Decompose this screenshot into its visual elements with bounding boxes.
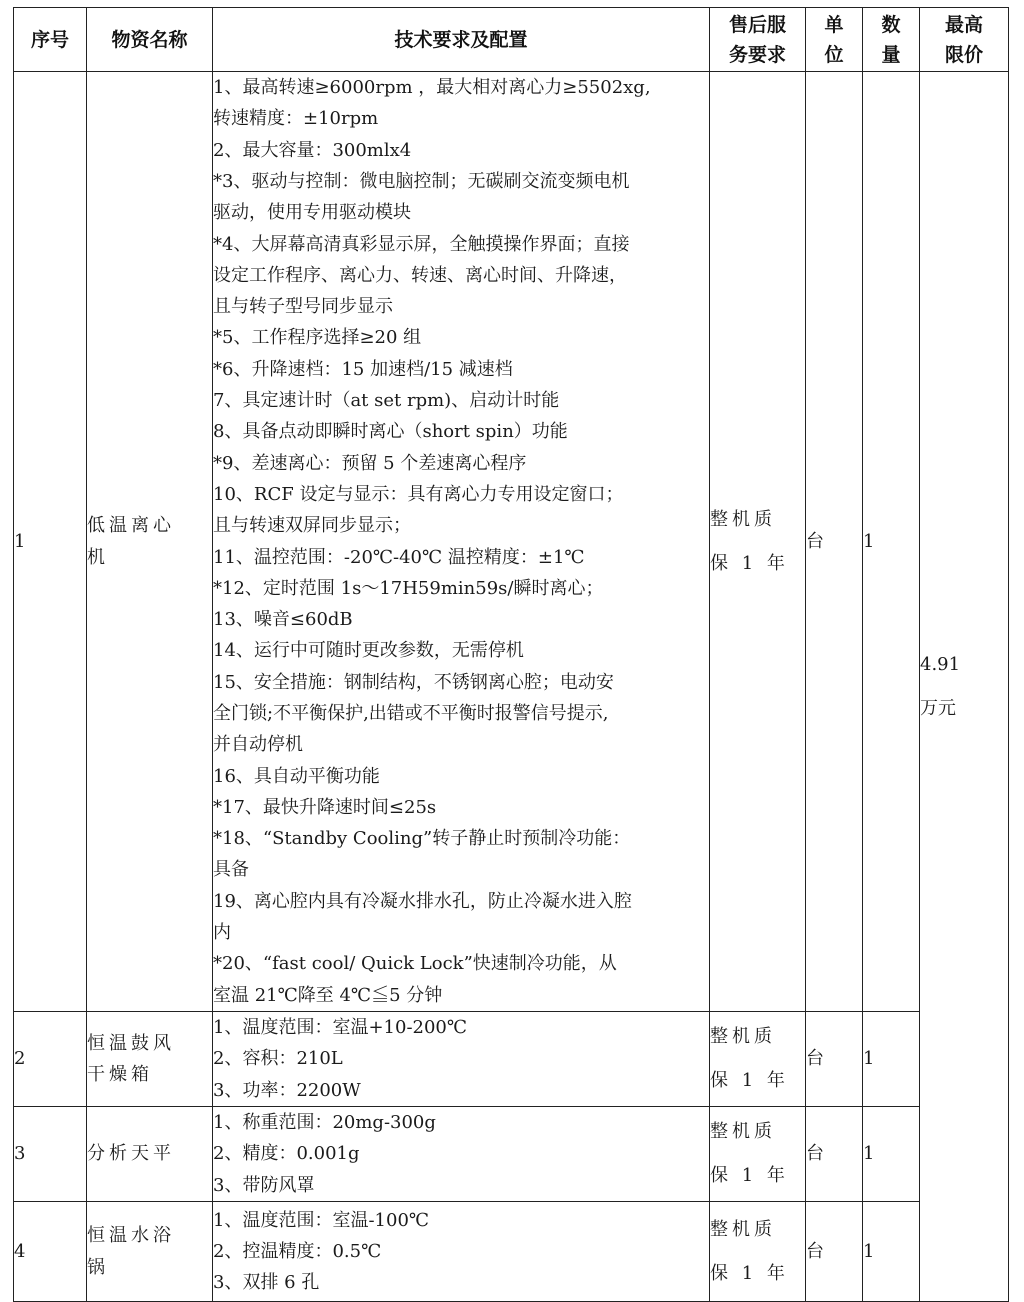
spec-line: 1、称重范围：20mg-300g (213, 1112, 436, 1134)
spec-line: *3、驱动与控制：微电脑控制；无碳刷交流变频电机 (213, 170, 630, 192)
item-name (87, 1107, 213, 1202)
item-name-line1: 低温离心 (87, 515, 175, 537)
header-unit-line1: 单 (824, 13, 844, 36)
row-index: 3 (14, 1107, 87, 1202)
spec-table (13, 7, 1009, 1302)
spec-line: 16、具自动平衡功能 (213, 765, 380, 787)
service-line1: 整机质 (710, 1026, 776, 1047)
spec-line: *4、大屏幕高清真彩显示屏，全触摸操作界面；直接 (213, 233, 630, 255)
spec-line: 设定工作程序、离心力、转速、离心时间、升降速， (213, 264, 627, 286)
spec-line: 且与转速双屏同步显示； (213, 515, 411, 537)
service-requirement (710, 1012, 806, 1107)
quantity-cell: 1 (863, 72, 920, 1012)
service-requirement (710, 72, 806, 1012)
header-qty-line1: 数 (881, 13, 901, 36)
tech-spec (213, 1202, 710, 1302)
quantity-cell: 1 (863, 1012, 920, 1107)
spec-line: *5、工作程序选择≥20 组 (213, 327, 422, 349)
service-line1: 整机质 (710, 1218, 776, 1240)
tech-spec (213, 1107, 710, 1202)
item-name-line2: 干燥箱 (87, 1064, 153, 1085)
spec-line: 3、带防风罩 (213, 1174, 315, 1196)
spec-line: 2、容积：210L (213, 1048, 343, 1070)
spec-line: 内 (213, 922, 231, 944)
spec-line: *12、定时范围 1s～17H59min59s/瞬时离心； (213, 577, 604, 599)
header-index: 序号 (14, 8, 87, 72)
item-name-line2: 机 (87, 546, 109, 568)
service-line1: 整机质 (710, 1121, 776, 1142)
row-index: 4 (14, 1202, 87, 1302)
unit-cell: 台 (806, 1107, 863, 1202)
quantity-cell: 1 (863, 1107, 920, 1202)
table-row (14, 1107, 1009, 1202)
header-limit-line1: 最高 (944, 13, 983, 36)
spec-line: 2、精度：0.001g (213, 1143, 360, 1165)
price-limit (920, 72, 1009, 1302)
unit-cell: 台 (806, 1012, 863, 1107)
price-limit-unit: 万元 (920, 697, 956, 719)
spec-line: 并自动停机 (213, 734, 303, 756)
spec-line: 2、最大容量：300mlx4 (213, 139, 412, 161)
item-name (87, 1012, 213, 1107)
spec-line: *20、“fast cool/ Quick Lock”快速制冷功能，从 (213, 953, 617, 975)
spec-line: 11、温控范围：-20℃-40℃ 温控精度：±1℃ (213, 546, 585, 568)
spec-line: 驱动，使用专用驱动模块 (213, 202, 411, 224)
header-service (710, 8, 806, 72)
spec-line: 且与转子型号同步显示 (213, 296, 393, 318)
spec-line: 室温 21℃降至 4℃≦5 分钟 (213, 984, 443, 1006)
header-limit (920, 8, 1009, 72)
spec-line: 14、运行中可随时更改参数，无需停机 (213, 640, 524, 662)
header-service-line2: 务要求 (728, 43, 786, 66)
tech-spec (213, 1012, 710, 1107)
spec-line: 15、安全措施：钢制结构，不锈钢离心腔；电动安 (213, 671, 614, 693)
table-row (14, 1012, 1009, 1107)
spec-line: 全门锁;不平衡保护,出错或不平衡时报警信号提示, (213, 702, 609, 724)
header-qty (863, 8, 920, 72)
price-limit-value: 4.91 (920, 653, 961, 675)
spec-line: 10、RCF 设定与显示：具有离心力专用设定窗口； (213, 483, 624, 505)
item-name (87, 1202, 213, 1302)
spec-line: 1、温度范围：室温+10-200℃ (213, 1017, 468, 1039)
table-row (14, 1202, 1009, 1302)
header-tech: 技术要求及配置 (213, 8, 710, 72)
item-name-line1: 恒温水浴 (87, 1225, 175, 1247)
service-line2: 保 1 年 (710, 552, 789, 574)
item-name (87, 72, 213, 1012)
row-index: 1 (14, 72, 87, 1012)
spec-line: 2、控温精度：0.5℃ (213, 1240, 382, 1262)
service-line2: 保 1 年 (710, 1262, 789, 1284)
spec-line: 3、功率：2200W (213, 1079, 361, 1101)
service-line1: 整机质 (710, 508, 776, 530)
spec-line: 1、最高转速≥6000rpm ，最大相对离心力≥5502xg, (213, 77, 651, 99)
header-unit-line2: 位 (824, 43, 844, 66)
spec-line: 具备 (213, 859, 249, 881)
spec-line: 13、噪音≤60dB (213, 609, 353, 631)
row-index: 2 (14, 1012, 87, 1107)
spec-line: 19、离心腔内具有冷凝水排水孔，防止冷凝水进入腔 (213, 890, 632, 912)
spec-line: 7、具定速计时（at set rpm)、启动计时能 (213, 390, 560, 412)
header-qty-line2: 量 (881, 43, 901, 66)
spec-line: *6、升降速档：15 加速档/15 减速档 (213, 358, 513, 380)
table-row (14, 72, 1009, 1012)
spec-line: 8、具备点动即瞬时离心（short spin）功能 (213, 421, 568, 443)
spec-line: 3、双排 6 孔 (213, 1272, 320, 1294)
item-name-line1: 恒温鼓风 (87, 1032, 175, 1054)
spec-line: *18、“Standby Cooling”转子静止时预制冷功能： (213, 828, 631, 850)
header-limit-line2: 限价 (944, 43, 983, 66)
spec-line: *17、最快升降速时间≤25s (213, 796, 437, 818)
item-name-line2: 锅 (87, 1256, 109, 1278)
quantity-cell: 1 (863, 1202, 920, 1302)
header-unit (806, 8, 863, 72)
spec-line: *9、差速离心：预留 5 个差速离心程序 (213, 452, 527, 474)
unit-cell: 台 (806, 72, 863, 1012)
spec-line: 转速精度：±10rpm (213, 108, 379, 130)
service-requirement (710, 1107, 806, 1202)
service-line2: 保 1 年 (710, 1070, 789, 1091)
item-name-line1: 分析天平 (87, 1143, 175, 1165)
header-service-line1: 售后服 (728, 13, 786, 36)
tech-spec (213, 72, 710, 1012)
header-row (14, 8, 1009, 72)
spec-line: 1、温度范围：室温-100℃ (213, 1209, 430, 1231)
service-requirement (710, 1202, 806, 1302)
unit-cell: 台 (806, 1202, 863, 1302)
header-name: 物资名称 (87, 8, 213, 72)
service-line2: 保 1 年 (710, 1165, 789, 1186)
